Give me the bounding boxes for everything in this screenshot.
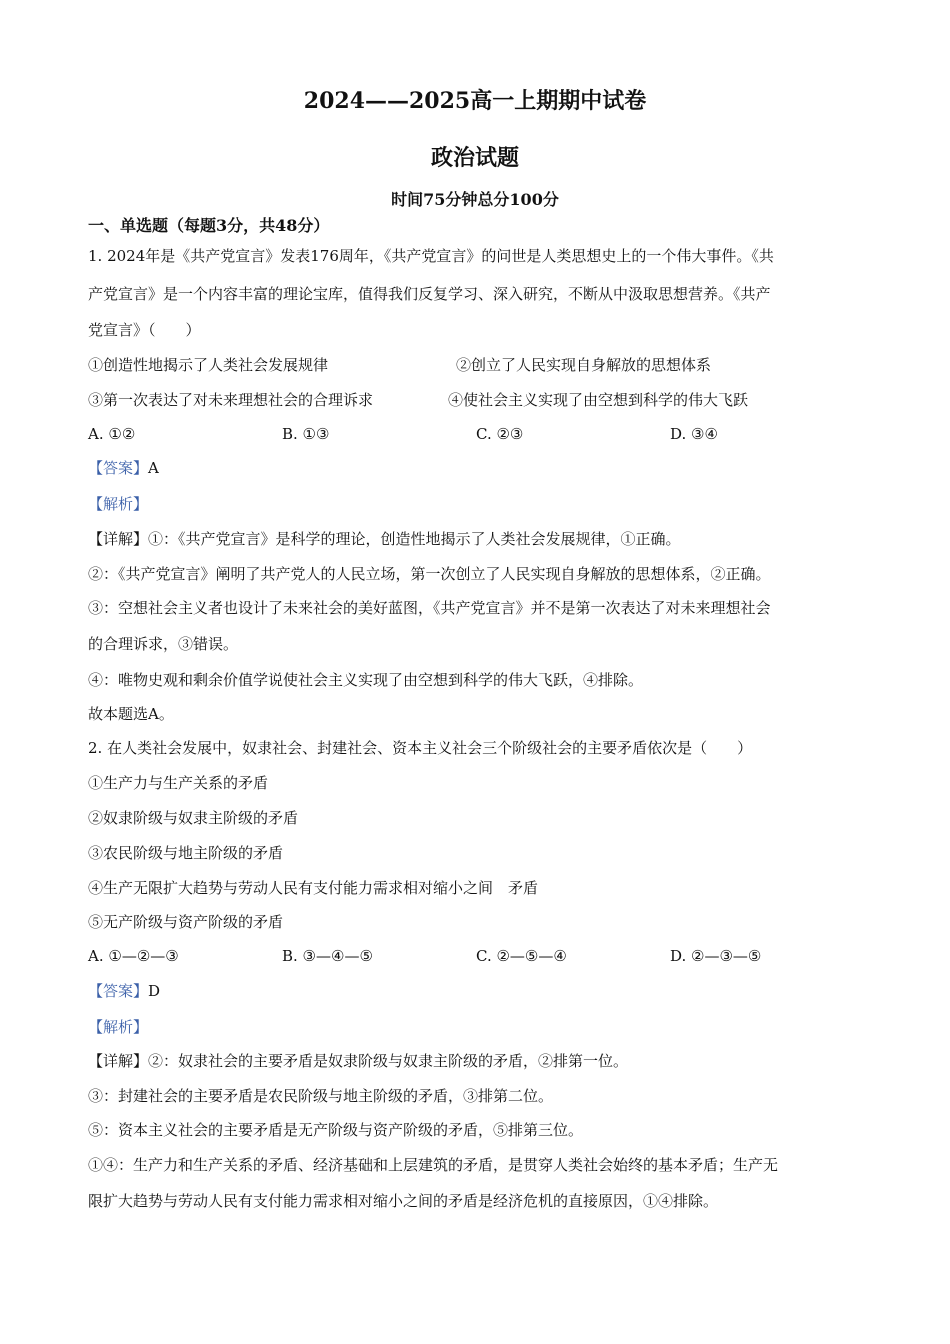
exam-title: 2024——2025高一上期期中试卷	[303, 88, 647, 114]
q2-item: ⑤无产阶级与资产阶级的矛盾	[88, 913, 284, 931]
answer-label: 【答案】	[88, 459, 149, 477]
section-heading: 一、单选题（每题3分，共48分）	[88, 216, 330, 235]
q1-option-c: C. ②③	[476, 425, 524, 443]
q1-option-b: B. ①③	[282, 425, 330, 443]
q1-detail-line: ②：《共产党宣言》阐明了共产党人的人民立场，第一次创立了人民实现自身解放的思想体系，②正确。	[88, 565, 771, 583]
q1-option-d: D. ③④	[670, 425, 718, 443]
q1-detail-line: ④：唯物史观和剩余价值学说使社会主义实现了由空想到科学的伟大飞跃，④排除。	[88, 671, 644, 689]
q1-item: ④使社会主义实现了由空想到科学的伟大飞跃	[448, 391, 749, 409]
subject-title: 政治试题	[430, 145, 519, 171]
q2-detail-line: 限扩大趋势与劳动人民有支付能力需求相对缩小之间的矛盾是经济危机的直接原因，①④排除。	[88, 1192, 719, 1210]
q1-stem-line: 1. 2024年是《共产党宣言》发表176周年，《共产党宣言》的问世是人类思想史上的一个伟大事件。《共	[88, 247, 774, 265]
q2-item: ③农民阶级与地主阶级的矛盾	[88, 844, 284, 862]
q1-answer	[88, 458, 159, 478]
q1-detail-line: 故本题选A。	[88, 705, 174, 723]
q2-item: ②奴隶阶级与奴隶主阶级的矛盾	[88, 809, 299, 827]
q1-analysis-label: 【解析】	[88, 495, 149, 513]
q2-answer	[88, 981, 160, 1001]
q2-detail-line: ①④：生产力和生产关系的矛盾、经济基础和上层建筑的矛盾，是贯穿人类社会始终的基本矛盾；生产无	[88, 1156, 779, 1174]
q2-stem: 2. 在人类社会发展中，奴隶社会、封建社会、资本主义社会三个阶级社会的主要矛盾依次是（ ）	[88, 739, 753, 757]
q2-option-a: A. ①—②—③	[88, 947, 179, 965]
q1-detail-line: ③：空想社会主义者也设计了未来社会的美好蓝图，《共产党宣言》并不是第一次表达了对未来理想社会	[88, 599, 771, 617]
q2-item: ①生产力与生产关系的矛盾	[88, 774, 269, 792]
answer-label: 【答案】	[88, 982, 149, 1000]
detail-text: ①：《共产党宣言》是科学的理论，创造性地揭示了人类社会发展规律，①正确。	[148, 530, 681, 548]
q2-option-b: B. ③—④—⑤	[282, 947, 373, 965]
detail-text: ②：奴隶社会的主要矛盾是奴隶阶级与奴隶主阶级的矛盾，②排第一位。	[148, 1052, 629, 1070]
q1-detail-line: 的合理诉求，③错误。	[88, 635, 239, 653]
answer-value: D	[148, 982, 161, 1000]
q1-detail-line	[88, 529, 681, 549]
q1-item: ②创立了人民实现自身解放的思想体系	[456, 356, 712, 374]
q1-option-a: A. ①②	[88, 425, 136, 443]
q1-stem-line: 党宣言》（ ）	[88, 321, 201, 339]
q1-stem-line: 产党宣言》是一个内容丰富的理论宝库，值得我们反复学习、深入研究，不断从中汲取思想营养。《共产	[88, 285, 771, 303]
q2-detail-line: ③：封建社会的主要矛盾是农民阶级与地主阶级的矛盾，③排第二位。	[88, 1087, 554, 1105]
q2-option-d: D. ②—③—⑤	[670, 947, 762, 965]
q2-analysis-label: 【解析】	[88, 1018, 149, 1036]
detail-label: 【详解】	[88, 530, 149, 548]
q1-item: ①创造性地揭示了人类社会发展规律	[88, 356, 329, 374]
answer-value: A	[148, 459, 159, 477]
q2-item: ④生产无限扩大趋势与劳动人民有支付能力需求相对缩小之间 矛盾	[88, 879, 539, 897]
q1-item: ③第一次表达了对未来理想社会的合理诉求	[88, 391, 374, 409]
q2-detail-line	[88, 1051, 628, 1071]
detail-label: 【详解】	[88, 1052, 149, 1070]
q2-detail-line: ⑤：资本主义社会的主要矛盾是无产阶级与资产阶级的矛盾，⑤排第三位。	[88, 1121, 584, 1139]
q2-option-c: C. ②—⑤—④	[476, 947, 567, 965]
exam-info: 时间75分钟总分100分	[391, 190, 559, 209]
